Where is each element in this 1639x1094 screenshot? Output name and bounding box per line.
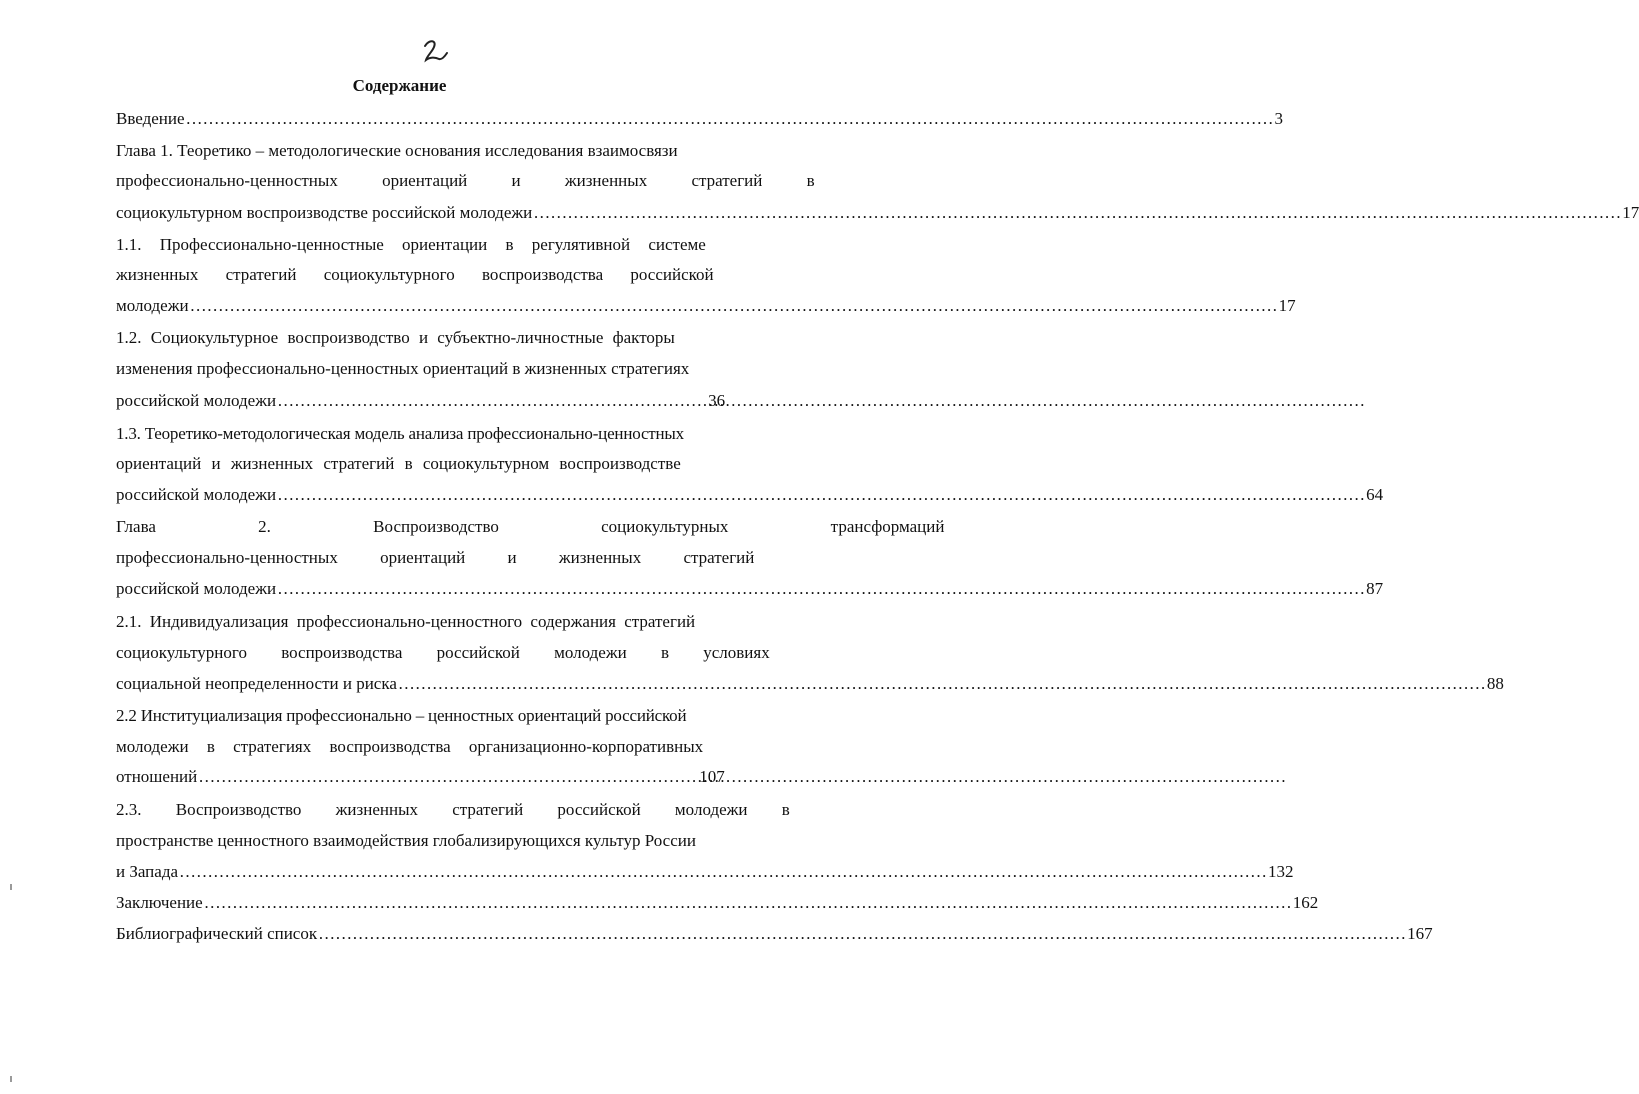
toc-line: молодежи в стратегиях воспроизводства организационно-корпоративных — [116, 737, 704, 756]
toc-line: 1.2. Социокультурное воспроизводство и субъектно-личностные факторы — [116, 328, 675, 347]
toc-entry-introduction: Введение ………………………………………………………………………………………………………………………………………………………………………… 3 — [116, 108, 765, 130]
scan-mark — [10, 884, 12, 890]
toc-entry-bibliography: Библиографический список ………………………………………………………………………………………………………………………………………………………………………… 167 — [116, 923, 765, 945]
toc-line: Глава 1. Теоретико – методологические основания исследования взаимосвязи — [116, 141, 678, 160]
toc-line: 1.1. Профессионально-ценностные ориентации в регулятивной системе — [116, 235, 706, 254]
toc-line: 2.2 Институциализация профессионально – ценностных ориентаций российской — [116, 706, 687, 725]
toc-line: ориентаций и жизненных стратегий в социокультурном воспроизводстве — [116, 454, 681, 473]
toc-line: профессионально-ценностных ориентаций и жизненных стратегий в — [116, 171, 815, 190]
toc-line-last: отношений ………………………………………………………………………………………………………………………………………………………………………… 107 — [116, 766, 765, 788]
toc-line-last: социальной неопределенности и риска ………………………………………………………………………………………………………………………………………………………………………… 88 — [116, 673, 765, 695]
toc-line-last: социокультурном воспроизводстве российской молодежи ………………………………………………………………………………………………………………………………………………………………………… 17 — [116, 202, 765, 224]
toc-line: Глава 2. Воспроизводство социокультурных трансформаций — [116, 517, 945, 536]
toc-line-last: российской молодежи ………………………………………………………………………………………………………………………………………………………………………… 36 — [116, 390, 765, 412]
toc-line: жизненных стратегий социокультурного воспроизводства российской — [116, 265, 714, 284]
page-title: Содержание — [352, 76, 447, 95]
toc-line: 2.1. Индивидуализация профессионально-ценностного содержания стратегий — [116, 612, 696, 631]
toc-line: 2.3. Воспроизводство жизненных стратегий российской молодежи в — [116, 800, 790, 819]
toc-line-last: российской молодежи ………………………………………………………………………………………………………………………………………………………………………… 64 — [116, 484, 765, 506]
handwritten-page-number — [420, 36, 450, 66]
toc-line-last: и Запада ………………………………………………………………………………………………………………………………………………………………………… 132 — [116, 861, 765, 883]
toc-line: социокультурного воспроизводства российской молодежи в условиях — [116, 643, 770, 662]
toc-line-last: молодежи ………………………………………………………………………………………………………………………………………………………………………… 17 — [116, 295, 765, 317]
toc-entry-conclusion: Заключение ………………………………………………………………………………………………………………………………………………………………………… 162 — [116, 892, 765, 914]
toc-line: 1.3. Теоретико-методологическая модель анализа профессионально-ценностных — [116, 424, 684, 443]
toc-line-last: российской молодежи ………………………………………………………………………………………………………………………………………………………………………… 87 — [116, 578, 765, 600]
toc-line: изменения профессионально-ценностных ориентаций в жизненных стратегиях — [116, 359, 690, 378]
scan-mark — [10, 1076, 12, 1082]
toc-line: профессионально-ценностных ориентаций и жизненных стратегий — [116, 548, 755, 567]
toc-line: пространстве ценностного взаимодействия глобализирующихся культур России — [116, 831, 696, 850]
